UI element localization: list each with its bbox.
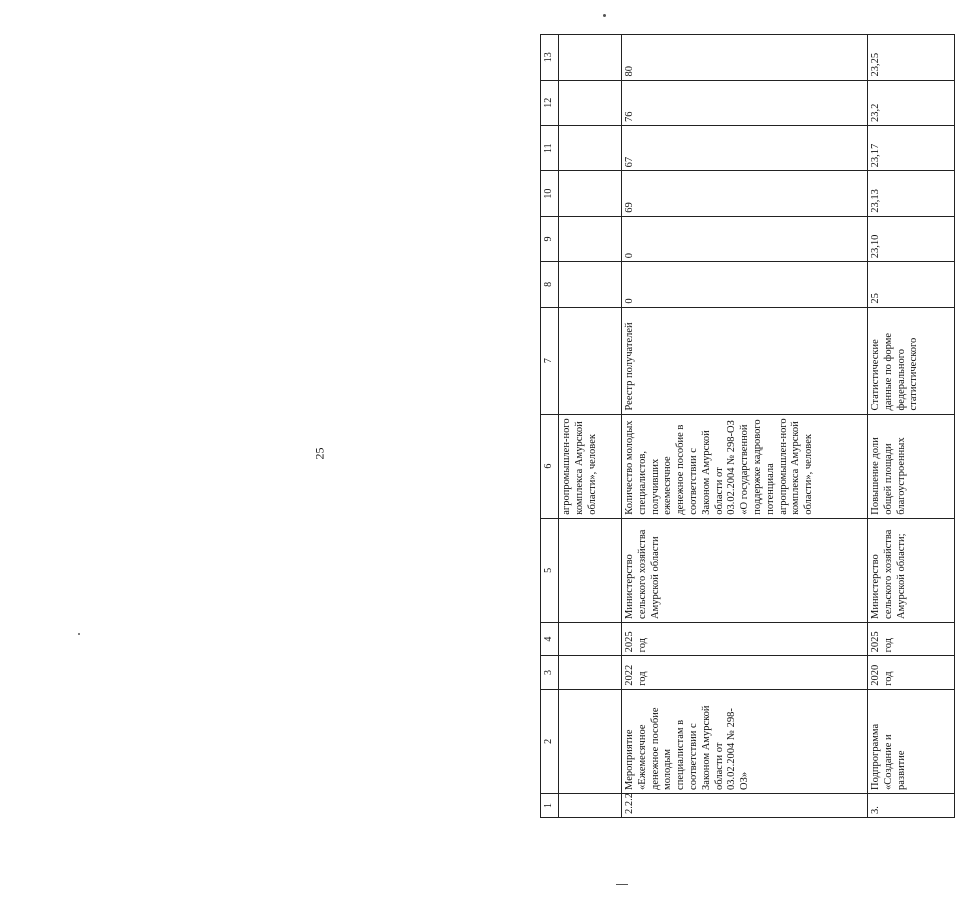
value-cell: 0 [622, 262, 868, 307]
end-year-cell: 2025 год [868, 622, 955, 655]
table-row [559, 35, 622, 818]
column-number: 12 [541, 80, 559, 125]
value-cell [559, 262, 622, 307]
source-cell: Реестр получателей [622, 307, 868, 414]
value-cell [559, 35, 622, 81]
column-number: 6 [541, 414, 559, 518]
column-number: 8 [541, 262, 559, 307]
executor-cell [559, 518, 622, 622]
table-row [868, 35, 955, 818]
value-cell: 69 [622, 171, 868, 216]
value-cell: 80 [622, 35, 868, 81]
value-cell: 0 [622, 216, 868, 261]
value-cell: 23,2 [868, 80, 955, 125]
value-cell [559, 216, 622, 261]
end-year-cell: 2025 год [622, 622, 868, 655]
value-cell: 23,10 [868, 216, 955, 261]
row-number-cell [559, 793, 622, 817]
value-cell: 76 [622, 80, 868, 125]
column-number: 2 [541, 689, 559, 793]
column-number: 1 [541, 793, 559, 817]
value-cell [559, 171, 622, 216]
indicator-cell: агропромышлен-ного комплекса Амурской области», человек [559, 414, 622, 518]
page-number: 25 [312, 447, 327, 460]
source-cell [559, 307, 622, 414]
executor-cell: Министерство сельского хозяйства Амурской области [622, 518, 868, 622]
column-number: 4 [541, 622, 559, 655]
measure-name-cell: Подпрограмма «Создание и развитие [868, 689, 955, 793]
row-number-cell: 2.2.2 [622, 793, 868, 817]
value-cell: 67 [622, 125, 868, 170]
measure-name-cell: Мероприятие «Ежемесячное денежное пособие молодым специалистам в соответствии с Законом Амурской области от 03.02.2004 № 298-ОЗ» [622, 689, 868, 793]
column-number: 5 [541, 518, 559, 622]
column-number: 3 [541, 656, 559, 689]
table-row [622, 35, 868, 818]
value-cell: 25 [868, 262, 955, 307]
column-number: 7 [541, 307, 559, 414]
scan-speck [603, 14, 606, 17]
value-cell: 23,13 [868, 171, 955, 216]
value-cell: 23,25 [868, 35, 955, 81]
start-year-cell: 2022 год [622, 656, 868, 689]
executor-cell: Министерство сельского хозяйства Амурской области; [868, 518, 955, 622]
measure-name-cell [559, 689, 622, 793]
column-number: 10 [541, 171, 559, 216]
scan-speck [78, 633, 80, 635]
indicator-cell: Количество молодых специалистов, получивших ежемесячное денежное пособие в соответствии с Законом Амурской области от 03.02.2004 № 298-ОЗ «О государственной поддержке кадрового потенциала агропромышлен-ного комплекса Амурской области», человек [622, 414, 868, 518]
value-cell [559, 125, 622, 170]
column-number: 13 [541, 35, 559, 81]
start-year-cell: 2020 год [868, 656, 955, 689]
value-cell: 23,17 [868, 125, 955, 170]
column-number: 11 [541, 125, 559, 170]
rotated-table-container [540, 34, 954, 818]
column-number-row [541, 35, 559, 818]
value-cell [559, 80, 622, 125]
start-year-cell [559, 656, 622, 689]
column-number: 9 [541, 216, 559, 261]
indicator-cell: Повышение доли общей площади благоустроенных [868, 414, 955, 518]
source-cell: Статистические данные по форме федерального статистического [868, 307, 955, 414]
row-number-cell: 3. [868, 793, 955, 817]
scan-speck [616, 884, 628, 885]
end-year-cell [559, 622, 622, 655]
program-indicators-table [540, 34, 955, 818]
